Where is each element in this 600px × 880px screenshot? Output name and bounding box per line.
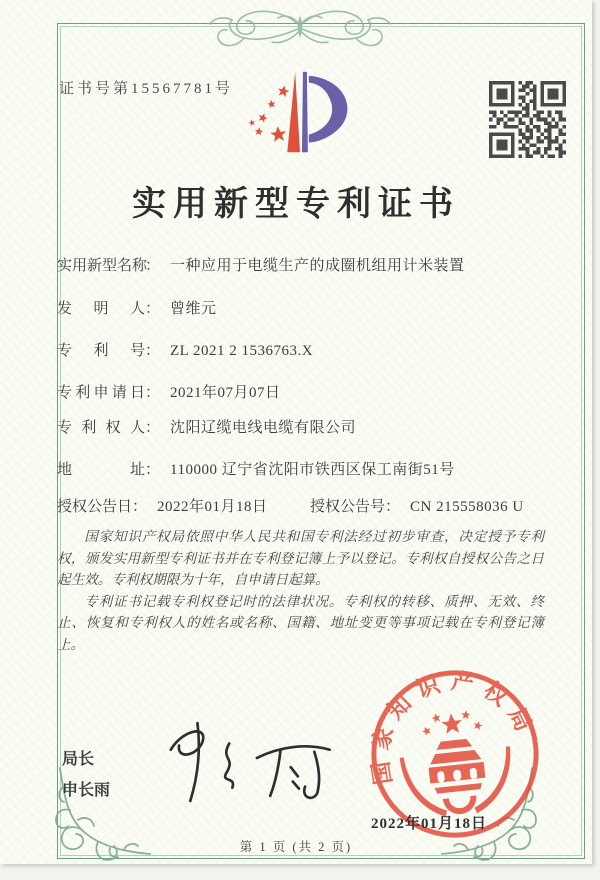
legal-text [57,526,544,655]
field-patent-number: 专利号： ZL 2021 2 1536763.X [57,339,313,360]
qr-code [489,81,566,158]
field-label: 实用新型名称 [57,258,148,274]
signer-block [62,744,110,806]
field-label: 发明人 [57,301,145,317]
national-emblem [395,705,516,820]
field-address: 地址： 110000 辽宁省沈阳市铁西区保工南街51号 [57,458,455,479]
signer-title: 局长 [62,751,95,768]
certificate-title: 实用新型专利证书 [132,186,460,223]
grant-date-value: 2022年01月18日 [157,499,268,515]
field-value: 2021年07月07日 [170,385,281,401]
grant-number-value: CN 215558036 U [410,499,524,515]
field-value: 一种应用于电缆生产的成圈机组用计米装置 [170,258,465,274]
field-filing-date: 专利申请日： 2021年07月07日 [57,381,281,402]
field-grant-row: 授权公告日： 2022年01月18日 授权公告号： CN 215558036 U [57,495,268,516]
certificate-number: 证书号第15567781号 [59,81,234,97]
legal-paragraph-1: 国家知识产权局依照中华人民共和国专利法经过初步审查，决定授予专利权，颁发实用新型专利证书并在专利登记簿上予以登记。专利权自授权公告之日起生效。专利权期限为十年，自申请日起算。 [57,529,544,587]
cnipa-logo [232,66,370,164]
field-label: 地址 [57,462,145,478]
seal-date: 2022年01月18日 [371,816,488,832]
field-label: 专利权人 [57,420,145,436]
field-utility-model-name: 实用新型名称： 一种应用于电缆生产的成圈机组用计米装置 [57,254,465,275]
field-inventor: 发明人： 曾维元 [57,297,217,318]
seal-circular-text: 国家知识产权局 [366,668,541,787]
field-label: 专利申请日 [57,385,145,401]
field-value: 110000 辽宁省沈阳市铁西区保工南街51号 [170,462,455,478]
grant-date-label: 授权公告日 [57,499,133,515]
field-patentee: 专利权人： 沈阳辽缆电线电缆有限公司 [57,416,356,437]
grant-number-label: 授权公告号 [310,499,386,515]
field-value: 曾维元 [170,301,217,317]
field-value: ZL 2021 2 1536763.X [170,343,314,359]
legal-paragraph-2: 专利证书记载专利权登记时的法律状况。专利权的转移、质押、无效、终止、恢复和专利权人的姓名或名称、国籍、地址变更等事项记载在专利登记簿上。 [57,593,544,652]
signer-name: 申长雨 [62,782,111,799]
field-label: 专利号 [57,343,145,359]
field-value: 沈阳辽缆电线电缆有限公司 [170,420,357,436]
director-signature [138,712,343,810]
page-footer: 第 1 页 (共 2 页) [239,840,353,854]
